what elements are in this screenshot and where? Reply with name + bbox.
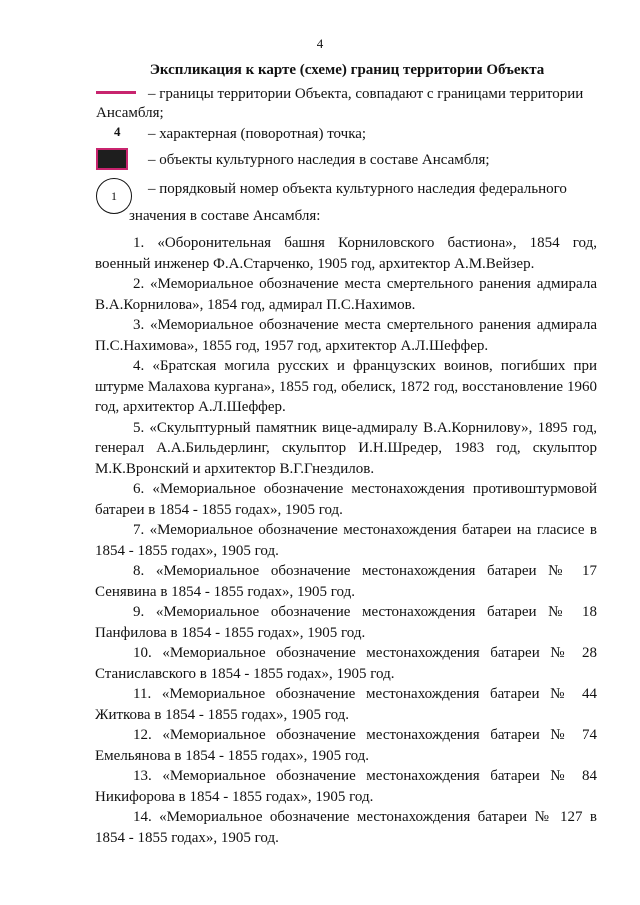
- ordinal-number-circle-symbol: [96, 178, 132, 214]
- list-item: 10. «Мемориальное обозначение местонахождения батареи № 28 Станиславского в 1854 - 1855 годах», 1905 год.: [95, 645, 597, 682]
- page-title: Экспликация к карте (схеме) границ территории Объекта: [149, 62, 545, 78]
- legend-point-text: – характерная (поворотная) точка;: [148, 126, 367, 142]
- list-item: 2. «Мемориальное обозначение места смертельного ранения адмирала В.А.Корнилова», 1854 год, адмирал П.С.Нахимов.: [95, 276, 597, 313]
- list-item: 9. «Мемориальное обозначение местонахождения батареи № 18 Панфилова в 1854 - 1855 годах», 1905 год.: [95, 604, 597, 641]
- list-item: 11. «Мемориальное обозначение местонахождения батареи № 44 Житкова в 1854 - 1855 годах», 1905 год.: [95, 686, 597, 723]
- list-item: 3. «Мемориальное обозначение места смертельного ранения адмирала П.С.Нахимова», 1855 год, 1957 год, архитектор А.Л.Шеффер.: [95, 317, 597, 354]
- list-item: 6. «Мемориальное обозначение местонахождения противоштурмовой батареи в 1854 - 1855 годах», 1905 год.: [95, 481, 597, 518]
- list-item: 8. «Мемориальное обозначение местонахождения батареи № 17 Сенявина в 1854 - 1855 годах», 1905 год.: [95, 563, 597, 600]
- turning-point-symbol: 4: [114, 124, 121, 139]
- list-item: 1. «Оборонительная башня Корниловского бастиона», 1854 год, военный инженер Ф.А.Старченко, 1905 год, архитектор А.М.Вейзер.: [95, 235, 597, 272]
- legend-boundary-text-line1: – границы территории Объекта, совпадают с границами территории: [148, 86, 584, 102]
- list-item: 7. «Мемориальное обозначение местонахождения батареи на гласисе в 1854 - 1855 годах», 1905 год.: [95, 522, 597, 559]
- heritage-object-symbol: [96, 148, 128, 170]
- ordinal-number-circle-label: 1: [111, 188, 117, 203]
- list-item: 13. «Мемориальное обозначение местонахождения батареи № 84 Никифорова в 1854 - 1855 годах», 1905 год.: [95, 768, 597, 805]
- legend-number-text-line1: – порядковый номер объекта культурного наследия федерального: [148, 181, 567, 197]
- list-item: 4. «Братская могила русских и французских воинов, погибших при штурме Малахова кургана», 1855 год, обелиск, 1872 год, восстановление 1960 год, архитектор А.Л.Шеффер.: [95, 358, 597, 415]
- legend-number-text-line2: значения в составе Ансамбля:: [129, 208, 321, 224]
- legend-boundary-text-line2: Ансамбля;: [96, 105, 164, 121]
- list-item: 5. «Скульптурный памятник вице-адмиралу В.А.Корнилову», 1895 год, генерал А.А.Бильдерлинг, скульптор И.Н.Шредер, 1983 год, скульптор М.К.Вронский и архитектор В.Г.Гнездилов.: [95, 419, 597, 477]
- legend-objects-text: – объекты культурного наследия в составе Ансамбля;: [148, 152, 490, 168]
- heritage-object-list: [95, 233, 597, 848]
- page-number: 4: [316, 36, 324, 51]
- list-item: 14. «Мемориальное обозначение местонахождения батареи № 127 в 1854 - 1855 годах», 1905 год.: [95, 809, 597, 846]
- list-item: 12. «Мемориальное обозначение местонахождения батареи № 74 Емельянова в 1854 - 1855 годах», 1905 год.: [95, 727, 597, 764]
- boundary-line-symbol: [96, 91, 136, 94]
